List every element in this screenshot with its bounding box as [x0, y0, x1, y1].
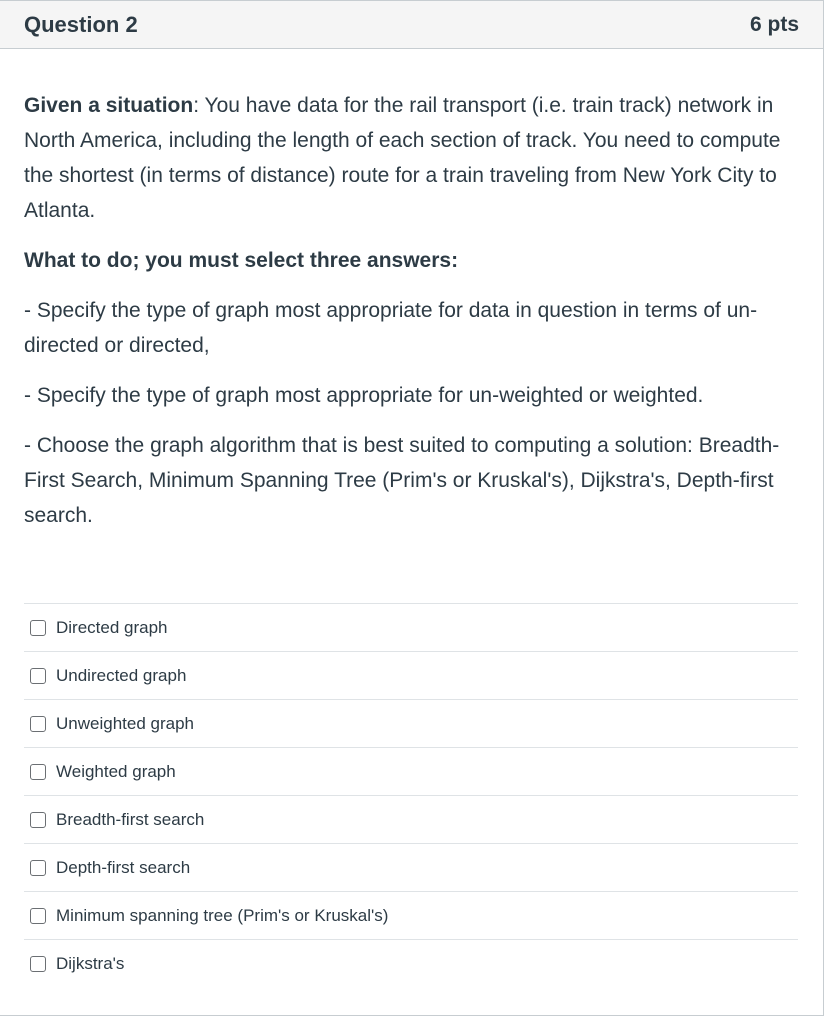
checkbox[interactable]: [30, 812, 46, 828]
answer-option[interactable]: [24, 699, 798, 747]
answer-option[interactable]: [24, 843, 798, 891]
instruction-weighted: - Specify the type of graph most appropriate for un-weighted or weighted.: [24, 384, 704, 407]
answer-option[interactable]: [24, 795, 798, 843]
checkbox[interactable]: [30, 716, 46, 732]
answer-list: [24, 603, 798, 987]
instruction-directed: - Specify the type of graph most appropriate for data in question in terms of un-directed or directed,: [24, 299, 758, 357]
situation-label: Given a situation: [24, 94, 194, 117]
answer-option[interactable]: [24, 747, 798, 795]
answer-label: Weighted graph: [56, 761, 176, 781]
instructions-heading: What to do; you must select three answers:: [24, 249, 459, 272]
checkbox[interactable]: [30, 908, 46, 924]
situation-paragraph: [24, 88, 799, 228]
answer-label: Dijkstra's: [56, 953, 125, 973]
answer-label: Depth-first search: [56, 857, 191, 877]
answer-option[interactable]: [24, 939, 798, 987]
checkbox[interactable]: [30, 620, 46, 636]
instruction-algorithm: - Choose the graph algorithm that is best suited to computing a solution: Breadth-First Search, Minimum Spanning Tree (Prim's or Kruskal's), Dijkstra's, Depth-first search.: [24, 434, 780, 527]
question-text: [0, 88, 823, 533]
checkbox[interactable]: [30, 668, 46, 684]
question-points: 6 pts: [749, 12, 799, 36]
question-header: [0, 1, 823, 49]
answer-label: Unweighted graph: [56, 713, 194, 733]
checkbox[interactable]: [30, 764, 46, 780]
checkbox[interactable]: [30, 860, 46, 876]
checkbox[interactable]: [30, 956, 46, 972]
answer-option[interactable]: [24, 651, 798, 699]
question-title: Question 2: [24, 11, 138, 37]
answer-option[interactable]: [24, 891, 798, 939]
answer-label: Directed graph: [56, 617, 168, 637]
situation-text: : You have data for the rail transport (i.e. train track) network in North America, including the length of each section of track. You need to compute the shortest (in terms of distance) route for a train traveling from New York City to Atlanta.: [24, 94, 781, 222]
answer-label: Minimum spanning tree (Prim's or Kruskal's): [56, 905, 389, 925]
answer-label: Undirected graph: [56, 665, 187, 685]
answer-label: Breadth-first search: [56, 809, 205, 829]
answer-option[interactable]: [24, 603, 798, 651]
